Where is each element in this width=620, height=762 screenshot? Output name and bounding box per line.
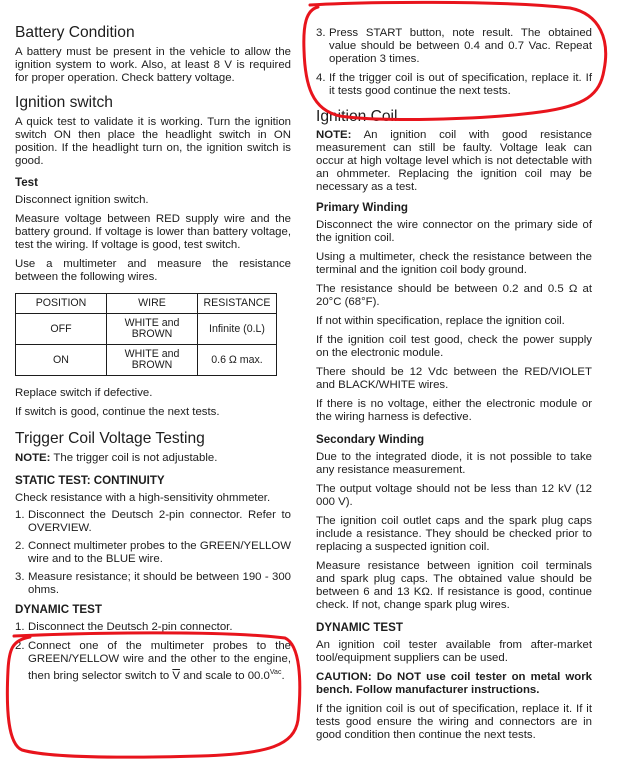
test-measure-voltage-text: Measure voltage between RED supply wire and the battery ground. If voltage is lower than battery voltage, test the wiring. If voltage is good, test switch. <box>15 213 291 251</box>
table-cell: Infinite (0.L) <box>198 314 277 345</box>
table-row <box>16 314 277 345</box>
primary-winding-heading: Primary Winding <box>316 201 409 214</box>
battery-condition-heading: Battery Condition <box>15 24 135 41</box>
table-header-cell: WIRE <box>107 294 198 314</box>
coil-replace-text: If the ignition coil is out of specification, replace it. If it tests good ensure the wiring and connectors are in good condition then continue the next tests. <box>316 703 592 741</box>
list-item: 1. Disconnect the Deutsch 2-pin connector. Refer to OVERVIEW. <box>15 509 291 534</box>
test-disconnect-text: Disconnect ignition switch. <box>15 194 149 206</box>
primary-disconnect-text: Disconnect the wire connector on the primary side of the ignition coil. <box>316 219 592 244</box>
list-item: 2. Connect multimeter probes to the GREEN/YELLOW wire and to the BLUE wire. <box>15 540 291 565</box>
table-row <box>16 345 277 376</box>
primary-resistance-spec: The resistance should be between 0.2 and 0.5 Ω at 20°C (68°F). <box>316 283 592 308</box>
list-item: 2. Connect one of the multimeter probes to the GREEN/YELLOW wire and the other to the engine, then bring selector switch to $\overline{V}$ and scale to $00.0^{Vac}$. <box>15 640 291 682</box>
trigger-coil-steps-continued <box>316 27 592 98</box>
right-column <box>316 0 592 742</box>
replace-switch-text: Replace switch if defective. <box>15 387 153 399</box>
list-item: 3. Measure resistance; it should be between 190 - 300 ohms. <box>15 571 291 596</box>
list-item: 4. If the trigger coil is out of specification, replace it. If it tests good continue the next tests. <box>316 72 592 97</box>
table-header-cell: POSITION <box>16 294 107 314</box>
primary-replace-text: If not within specification, replace the ignition coil. <box>316 315 565 327</box>
coil-dynamic-test-heading: DYNAMIC TEST <box>316 621 403 634</box>
primary-multimeter-text: Using a multimeter, check the resistance between the terminal and the ignition coil body ground. <box>316 251 592 276</box>
note-label: NOTE: <box>316 129 352 141</box>
caution-label: CAUTION: <box>316 671 372 683</box>
left-column <box>15 0 291 683</box>
table-cell: OFF <box>16 314 107 345</box>
dynamic-test-steps <box>15 621 291 683</box>
secondary-caps-text: The ignition coil outlet caps and the spark plug caps include a resistance. They should be checked prior to replacing a suspected ignition coil. <box>316 515 592 553</box>
battery-condition-text: A battery must be present in the vehicle to allow the ignition system to work. Also, at least 8 V is required for proper operation. Check battery voltage. <box>15 46 291 84</box>
primary-no-voltage-text: If there is no voltage, either the electronic module or the wiring harness is defective. <box>316 398 592 423</box>
table-header-row <box>16 294 277 314</box>
static-test-text: Check resistance with a high-sensitivity ohmmeter. <box>15 492 271 504</box>
list-item: 1. Disconnect the Deutsch 2-pin connector. <box>15 621 233 633</box>
table-cell: WHITE and BROWN <box>107 345 198 376</box>
caution-body: Do NOT use coil tester on metal work bench. Follow manufacturer instructions. <box>316 671 592 696</box>
secondary-winding-heading: Secondary Winding <box>316 433 425 446</box>
static-test-heading: STATIC TEST: CONTINUITY <box>15 474 165 487</box>
trigger-coil-heading: Trigger Coil Voltage Testing <box>15 430 205 447</box>
ignition-switch-text: A quick test to validate it is working. Turn the ignition switch ON then place the headlight switch in ON position. If the headlight turn on, the ignition switch is good. <box>15 116 291 167</box>
coil-tester-text: An ignition coil tester available from after-market tool/equipment suppliers can be used. <box>316 639 592 664</box>
table-header-cell: RESISTANCE <box>198 294 277 314</box>
caution-text <box>316 671 592 697</box>
note-text: An ignition coil with good resistance measurement can still be faulty. Voltage leak can occur at high voltage level which is not detectable with an ohmmeter. Replacing the ignition coil may be necessary as a test. <box>316 129 592 193</box>
trigger-coil-note <box>15 452 291 465</box>
continue-tests-text: If switch is good, continue the next tests. <box>15 406 220 418</box>
table-cell: WHITE and BROWN <box>107 314 198 345</box>
secondary-measure-text: Measure resistance between ignition coil terminals and spark plug caps. The obtained value should be between 6 and 13 KΩ. If resistance is good, continue check. If not, change spark plug wires. <box>316 560 592 611</box>
note-label: NOTE: <box>15 452 51 464</box>
static-test-steps <box>15 509 291 597</box>
note-text: The trigger coil is not adjustable. <box>50 452 218 464</box>
voltage-symbol: $\overline{V}$ <box>172 669 180 682</box>
secondary-diode-text: Due to the integrated diode, it is not possible to take any resistance measurement. <box>316 451 592 476</box>
dynamic-test-heading: DYNAMIC TEST <box>15 603 102 616</box>
primary-power-supply-text: If the ignition coil test good, check the power supply on the electronic module. <box>316 334 592 359</box>
resistance-table <box>15 293 277 376</box>
vac-unit: Vac <box>269 669 282 676</box>
ignition-coil-note <box>316 129 592 194</box>
primary-voltage-spec: There should be 12 Vdc between the RED/VIOLET and BLACK/WHITE wires. <box>316 366 592 391</box>
table-cell: ON <box>16 345 107 376</box>
secondary-output-voltage-text: The output voltage should not be less than 12 kV (12 000 V). <box>316 483 592 508</box>
list-item: 3. Press START button, note result. The obtained value should be between 0.4 and 0.7 Vac. Repeat operation 3 times. <box>316 27 592 65</box>
ignition-coil-heading: Ignition Coil <box>316 108 398 125</box>
test-multimeter-text: Use a multimeter and measure the resistance between the following wires. <box>15 258 291 283</box>
ignition-switch-heading: Ignition switch <box>15 94 113 111</box>
test-heading: Test <box>15 176 38 189</box>
table-cell: 0.6 Ω max. <box>198 345 277 376</box>
